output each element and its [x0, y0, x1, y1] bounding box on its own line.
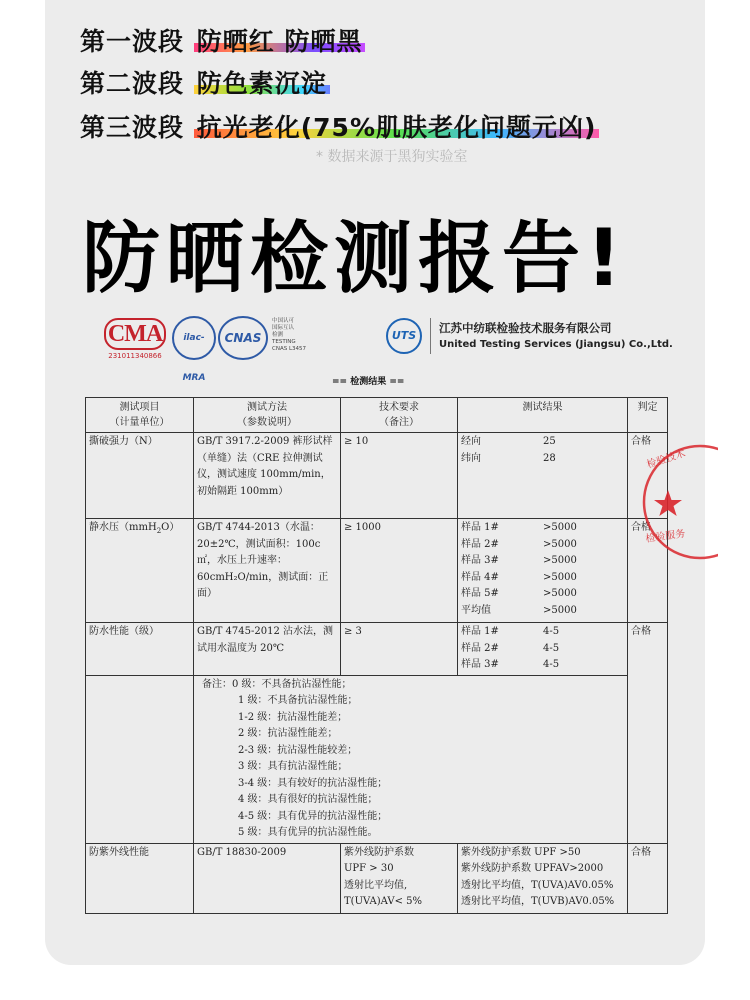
- water-item: 防水性能（级）: [86, 623, 194, 676]
- header-requirement: 技术要求 （备注）: [341, 398, 458, 433]
- water-method: GB/T 4745-2012 沾水法，测试用水温度为 20℃: [194, 623, 341, 676]
- uts-logo: UTS: [386, 318, 422, 354]
- band-2-highlight: 防色素沉淀: [194, 69, 330, 98]
- svg-text:检验服务: 检验服务: [644, 528, 687, 545]
- logo-divider: [430, 318, 431, 354]
- header-result: 测试结果: [458, 398, 628, 433]
- table-row: [86, 519, 668, 623]
- table-header-row: [86, 398, 668, 433]
- page-title: 防晒检测报告!: [82, 214, 628, 304]
- band-3-prefix: 第三波段: [80, 113, 185, 142]
- table-row: [86, 623, 668, 676]
- band-3-highlight: 抗光老化(75%肌肤老化问题元凶): [194, 113, 600, 142]
- uv-judgement: 合格: [628, 843, 668, 913]
- band-1: [80, 22, 365, 58]
- cnas-logo: CNAS: [218, 316, 268, 360]
- water-judgement: 合格: [628, 623, 668, 844]
- water-results: 样品 1# 4-5 样品 2# 4-5 样品 3# 4-5: [458, 623, 628, 676]
- tear-method: GB/T 3917.2-2009 裤形试样（单缝）法（CRE 拉伸测试仪，测试速度 100mm/min，初始隔距 100mm）: [194, 433, 341, 519]
- cnas-caption: [272, 318, 306, 353]
- results-table: [85, 397, 668, 914]
- tear-requirement: ≥ 10: [341, 433, 458, 519]
- cma-number: 231011340866: [108, 352, 162, 360]
- ilac-mra-logo: ilac-MRA: [172, 316, 216, 360]
- uv-method: GB/T 18830-2009: [194, 843, 341, 913]
- uv-item: 防紫外线性能: [86, 843, 194, 913]
- cma-logo: [104, 318, 166, 360]
- hydro-requirement: ≥ 1000: [341, 519, 458, 623]
- header-method: 测试方法 （参数说明）: [194, 398, 341, 433]
- uv-requirement: 紫外线防护系数 UPF > 30 透射比平均值, T(UVA)AV< 5%: [341, 843, 458, 913]
- svg-text:检验技术: 检验技术: [645, 448, 687, 471]
- cnas-caption-line: TESTING: [272, 339, 296, 345]
- cnas-caption-line: 国际互认: [272, 325, 295, 331]
- uv-results: 紫外线防护系数 UPF >50 紫外线防护系数 UPFAV>2000 透射比平均值，T(UVA)AV0.05% 透射比平均值，T(UVB)AV0.05%: [458, 843, 628, 913]
- band-2-prefix: 第二波段: [80, 69, 185, 98]
- table-row-notes: [86, 675, 668, 843]
- tear-results: 经向 25 纬向 28: [458, 433, 628, 519]
- water-requirement: ≥ 3: [341, 623, 458, 676]
- cnas-caption-line: CNAS L3457: [272, 346, 307, 352]
- company-name-cn: 江苏中纺联检验技术服务有限公司: [439, 321, 612, 335]
- table-row: [86, 433, 668, 519]
- source-note: * 数据来源于黑狗实验室: [316, 149, 468, 165]
- hydro-judgement: 合格: [628, 519, 668, 623]
- company-name-en: United Testing Services (Jiangsu) Co.,Ltd.: [439, 339, 673, 350]
- tear-item: 撕破强力（N）: [86, 433, 194, 519]
- tear-judgement: 合格: [628, 433, 668, 519]
- header-item: 测试项目 （计量单位）: [86, 398, 194, 433]
- results-heading: == 检测结果 ==: [332, 377, 405, 387]
- band-2: [80, 64, 330, 100]
- hydro-results: 样品 1# >5000 样品 2# >5000 样品 3# >5000 样品 4# >5000 样品 5# >5000 平均值 >5000: [458, 519, 628, 623]
- cnas-caption-line: 中国认可: [272, 318, 295, 324]
- table-row: [86, 843, 668, 913]
- header-judgement: 判定: [628, 398, 668, 433]
- hydro-item: 静水压（mmH$_2$O）: [86, 519, 194, 623]
- band-3: [80, 108, 599, 144]
- cnas-caption-line: 检测: [272, 332, 284, 338]
- band-1-prefix: 第一波段: [80, 27, 185, 56]
- band-1-highlight: 防晒红 防晒黑: [194, 27, 366, 56]
- cma-mark: CMA: [104, 318, 166, 350]
- notes-spacer: [86, 675, 194, 843]
- water-grade-notes: 备注：0 级：不具备抗沾湿性能； 1 级：不具备抗沾湿性能； 1-2 级：抗沾湿性能差； 2 级：抗沾湿性能差； 2-3 级：抗沾湿性能较差； 3 级：具有抗沾湿性能； 3-4 级：具有较好的抗沾湿性能； 4 级：具有很好的抗沾湿性能； 4-5 级：具有优异的抗沾湿性能； 5 级：具有优异的抗沾湿性能。: [194, 675, 628, 843]
- hydro-method: GB/T 4744-2013（水温：20±2℃，测试面积：100c㎡，水压上升速率：60cmH₂O/min，测试面：正面）: [194, 519, 341, 623]
